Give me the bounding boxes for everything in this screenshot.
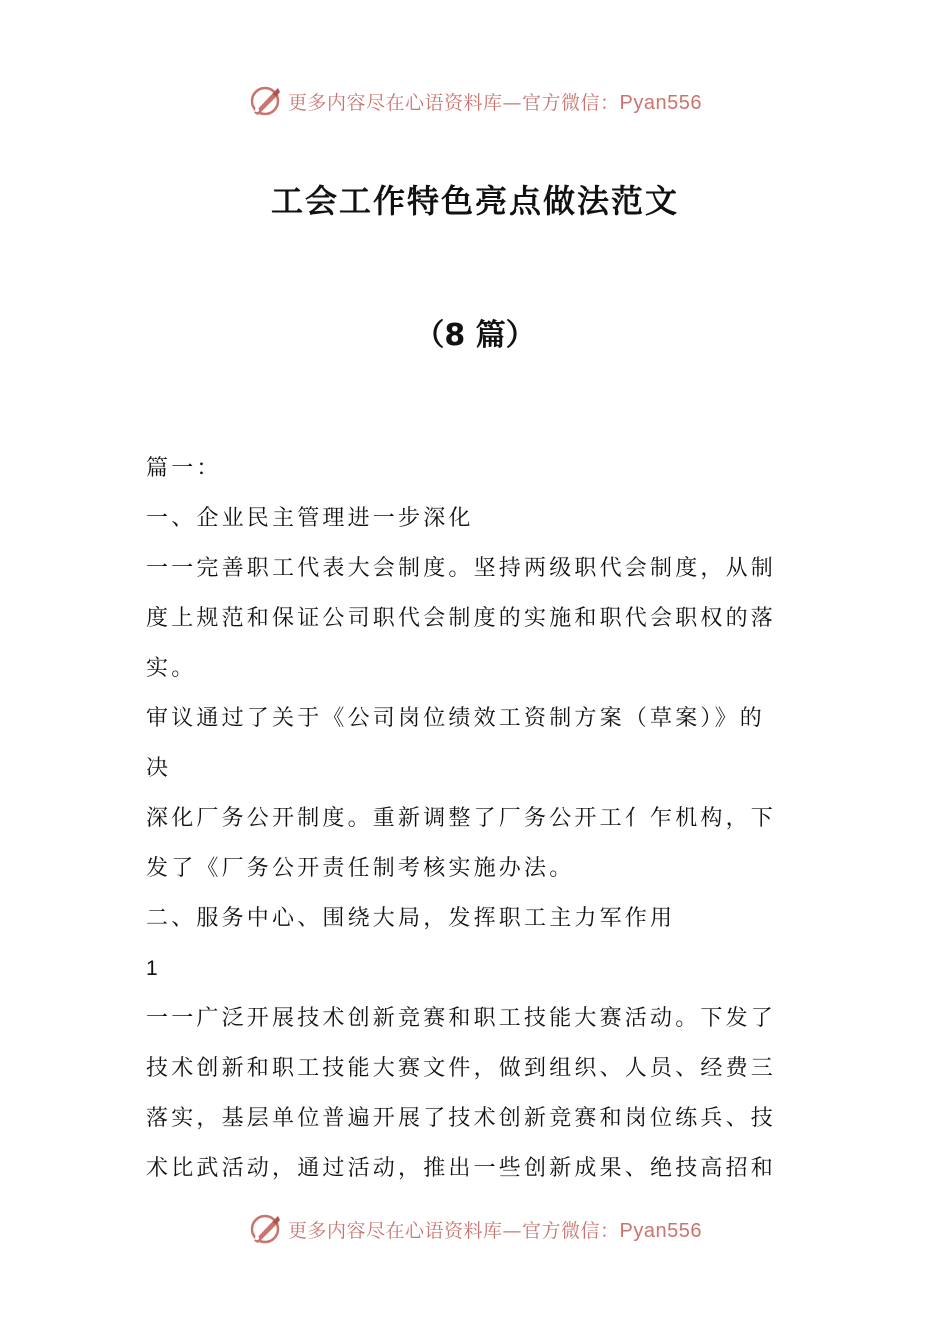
- text-line: 一、企业民主管理进一步深化: [146, 506, 474, 531]
- text-line: 决: [146, 756, 172, 781]
- document-subtitle: （8 篇）: [414, 318, 536, 353]
- watermark-header: [0, 84, 950, 118]
- text-line: 一一完善职工代表大会制度。坚持两级职代会制度，从制: [146, 556, 777, 581]
- text-line: 审议通过了关于《公司岗位绩效工资制方案（草案）》的: [146, 706, 766, 731]
- document-body: [146, 444, 806, 1194]
- text-line: 实。: [146, 656, 197, 681]
- text-line: 落实，基层单位普遍开展了技术创新竞赛和岗位练兵、技: [146, 1106, 777, 1131]
- watermark-text: 更多内容尽在心语资料库—官方微信：Pyan556: [288, 91, 702, 114]
- pen-logo-icon: [248, 84, 282, 118]
- text-line: 深化厂务公开制度。重新调整了厂务公开工亻乍机构，下: [146, 806, 777, 831]
- text-line: 技术创新和职工技能大赛文件，做到组织、人员、经费三: [146, 1056, 777, 1081]
- text-line: 发了《厂务公开责任制考核实施办法。: [146, 856, 575, 881]
- text-line: 术比武活动，通过活动，推出一些创新成果、绝技高招和: [146, 1156, 777, 1181]
- document-title: 工会工作特色亮点做法范文: [270, 182, 679, 220]
- watermark-footer: [0, 1212, 950, 1246]
- text-line: 二、服务中心、围绕大局，发挥职工主力军作用: [146, 906, 676, 931]
- pen-logo-icon: [248, 1212, 282, 1246]
- text-line: 度上规范和保证公司职代会制度的实施和职代会职权的落: [146, 606, 777, 631]
- text-line: 篇一：: [146, 456, 222, 481]
- watermark-text: 更多内容尽在心语资料库—官方微信：Pyan556: [288, 1219, 702, 1242]
- page-number-text: 1: [146, 957, 158, 980]
- text-line: 一一广泛开展技术创新竞赛和职工技能大赛活动。下发了: [146, 1006, 777, 1031]
